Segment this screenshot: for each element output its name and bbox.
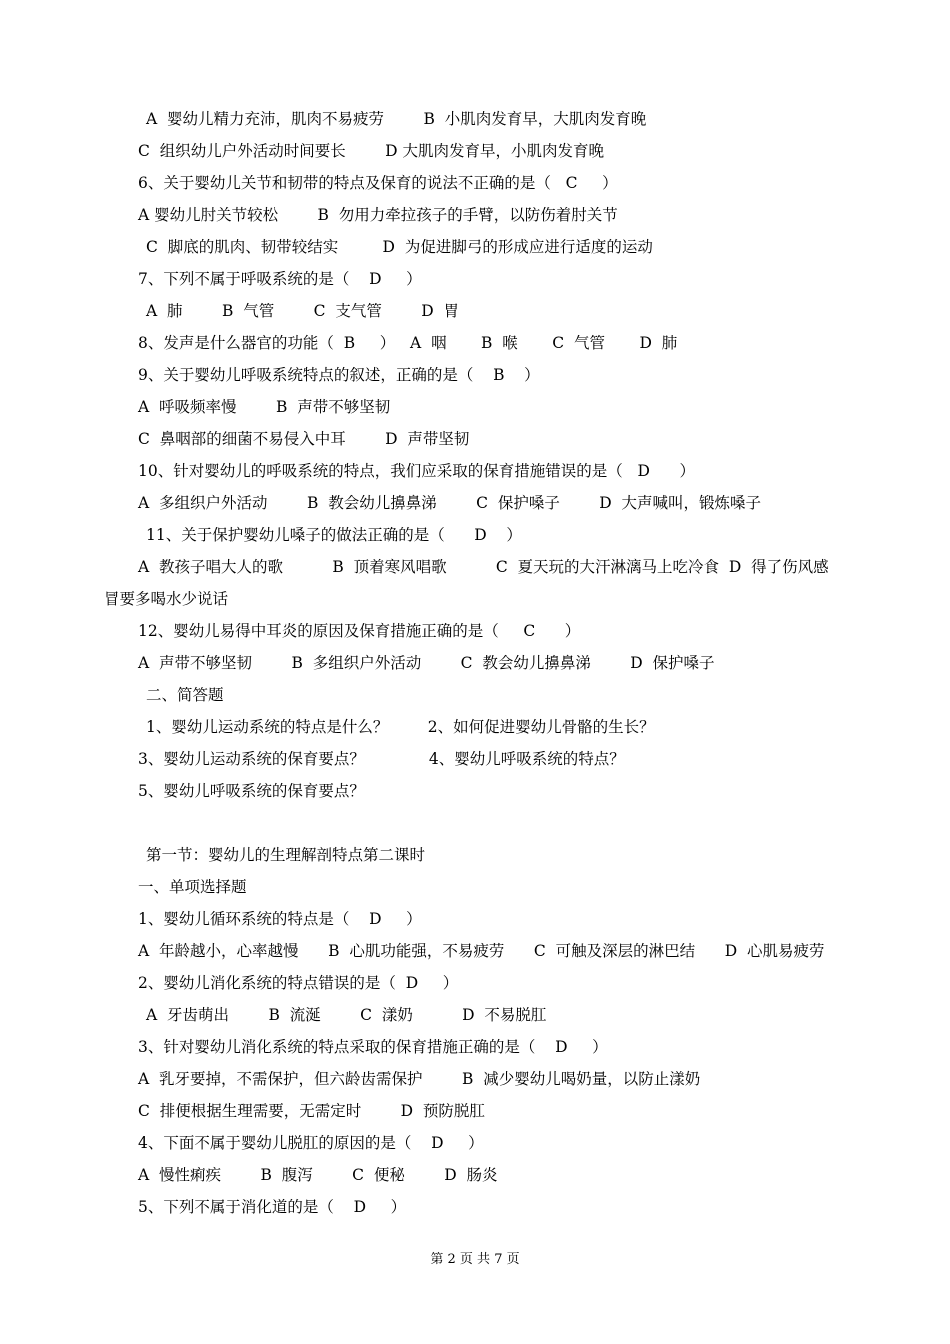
text-line: C 脚底的肌肉、韧带较结实 D 为促进脚弓的形成应进行适度的运动 — [146, 238, 653, 256]
text-line: 5、下列不属于消化道的是（ D ） — [138, 1198, 407, 1216]
text-line: C 组织幼儿户外活动时间要长 D 大肌肉发育早，小肌肉发育晚 — [138, 142, 604, 160]
text-line: A 慢性痢疾 B 腹泻 C 便秘 D 肠炎 — [138, 1166, 498, 1184]
text-line: 6、关于婴幼儿关节和韧带的特点及保育的说法不正确的是（ C ） — [138, 174, 618, 192]
text-line: 1、婴幼儿循环系统的特点是（ D ） — [138, 910, 422, 928]
text-line: 10、针对婴幼儿的呼吸系统的特点，我们应采取的保育措施错误的是（ D ） — [138, 462, 695, 480]
text-line: A 肺 B 气管 C 支气管 D 胃 — [146, 302, 460, 320]
text-line: A 教孩子唱大人的歌 B 顶着寒风唱歌 C 夏天玩的大汗淋漓马上吃冷食 D 得了伤风感 — [138, 558, 829, 576]
page-number-footer: 第 2 页 共 7 页 — [430, 1252, 520, 1267]
text-line: 11、关于保护婴幼儿嗓子的做法正确的是（ D ） — [146, 526, 522, 544]
text-line: 1、婴幼儿运动系统的特点是什么？ 2、如何促进婴幼儿骨骼的生长？ — [146, 718, 655, 736]
section-title: 第一节：婴幼儿的生理解剖特点第二课时 — [146, 846, 426, 864]
section-heading: 一、单项选择题 — [138, 878, 247, 896]
text-line: 12、婴幼儿易得中耳炎的原因及保育措施正确的是（ C ） — [138, 622, 581, 640]
text-line: 冒要多喝水少说话 — [104, 590, 229, 608]
text-line: A 声带不够坚韧 B 多组织户外活动 C 教会幼儿擤鼻涕 D 保护嗓子 — [138, 654, 715, 672]
text-line: 3、针对婴幼儿消化系统的特点采取的保育措施正确的是（ D ） — [138, 1038, 608, 1056]
text-line: A 婴幼儿精力充沛，肌肉不易疲劳 B 小肌肉发育早，大肌肉发育晚 — [146, 110, 647, 128]
text-line: C 排便根据生理需要，无需定时 D 预防脱肛 — [138, 1102, 485, 1120]
text-line: A 婴幼儿肘关节较松 B 勿用力牵拉孩子的手臂，以防伤着肘关节 — [138, 206, 618, 224]
text-line: 2、婴幼儿消化系统的特点错误的是（ D ） — [138, 974, 459, 992]
text-line: A 牙齿萌出 B 流涎 C 漾奶 D 不易脱肛 — [146, 1006, 547, 1024]
text-line: 4、下面不属于婴幼儿脱肛的原因的是（ D ） — [138, 1134, 484, 1152]
text-line: A 多组织户外活动 B 教会幼儿擤鼻涕 C 保护嗓子 D 大声喊叫，锻炼嗓子 — [138, 494, 762, 512]
text-line: 5、婴幼儿呼吸系统的保育要点？ — [138, 782, 365, 800]
section-heading: 二、简答题 — [146, 686, 224, 704]
text-line: A 呼吸频率慢 B 声带不够坚韧 — [138, 398, 391, 416]
text-line: 3、婴幼儿运动系统的保育要点？ 4、婴幼儿呼吸系统的特点？ — [138, 750, 625, 768]
text-line: A 年龄越小，心率越慢 B 心肌功能强，不易疲劳 C 可触及深层的淋巴结 D 心肌易疲劳 — [138, 942, 825, 960]
text-line: A 乳牙要掉，不需保护，但六龄齿需保护 B 减少婴幼儿喝奶量，以防止漾奶 — [138, 1070, 701, 1088]
text-line: C 鼻咽部的细菌不易侵入中耳 D 声带坚韧 — [138, 430, 470, 448]
text-line: 9、关于婴幼儿呼吸系统特点的叙述，正确的是（ B ） — [138, 366, 540, 384]
text-line: 7、下列不属于呼吸系统的是（ D ） — [138, 270, 422, 288]
text-line: 8、发声是什么器官的功能（ B ） A 咽 B 喉 C 气管 D 肺 — [138, 334, 678, 352]
